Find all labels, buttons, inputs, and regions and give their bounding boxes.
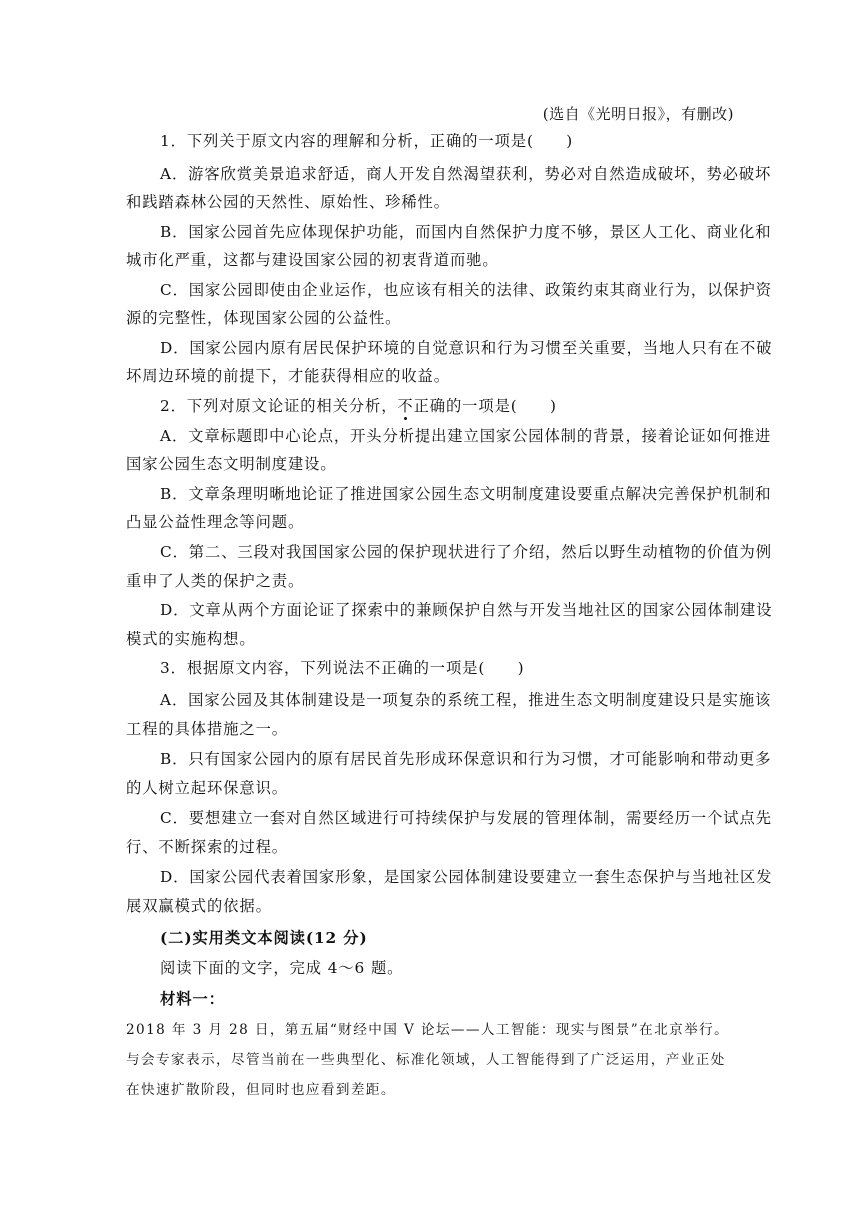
q1-option-d-line2: 坏周边环境的前提下，才能获得相应的收益。	[126, 367, 450, 385]
material-line-2: 与会专家表示，尽管当前在一些典型化、标准化领域，人工智能得到了广泛运用，产业正处	[126, 1052, 726, 1068]
q3-option-a-line1: A．国家公园及其体制建设是一项复杂的系统工程，推进生态文明制度建设只是实施该	[160, 691, 772, 709]
source-citation: (选自《光明日报》，有删改)	[542, 105, 734, 123]
q2-stem-emphasis: 不	[397, 397, 414, 415]
question-2-stem	[160, 396, 734, 416]
q2-stem-pre: 2．下列对原文论证的相关分析，	[160, 397, 398, 415]
q1-option-a-line1: A．游客欣赏美景追求舒适，商人开发自然渴望获利，势必对自然造成破坏，势必破坏	[160, 165, 772, 183]
q3-option-b-line2: 的人树立起环保意识。	[126, 779, 288, 797]
q1-option-c-line2: 源的完整性，体现国家公园的公益性。	[126, 309, 402, 327]
q1-option-d-line1: D．国家公园内原有居民保护环境的自觉意识和行为习惯至关重要，当地人只有在不破	[160, 339, 773, 357]
q2-option-b-line2: 凸显公益性理念等问题。	[126, 513, 305, 531]
material-line-1: 2018 年 3 月 28 日，第五届“财经中国 V 论坛——人工智能：现实与图景”在北京举行。	[126, 1022, 730, 1038]
q2-option-d-line2: 模式的实施构想。	[126, 630, 256, 648]
q2-option-a-line1: A．文章标题即中心论点，开头分析提出建立国家公园体制的背景，接着论证如何推进	[160, 427, 772, 445]
q1-option-c-line1: C．国家公园即使由企业运作，也应该有相关的法律、政策约束其商业行为，以保护资	[160, 281, 772, 299]
q3-option-b-line1: B．只有国家公园内的原有居民首先形成环保意识和行为习惯，才可能影响和带动更多	[160, 750, 772, 768]
q3-option-d-line1: D．国家公园代表着国家形象，是国家公园体制建设要建立一套生态保护与当地社区发	[160, 868, 773, 886]
q2-option-a-line2: 国家公园生态文明制度建设。	[126, 455, 337, 473]
section-heading: (二)实用类文本阅读(12 分)	[160, 929, 368, 947]
material-label: 材料一：	[160, 990, 225, 1008]
q3-option-a-line2: 工程的具体措施之一。	[126, 720, 288, 738]
q2-stem-post: 正确的一项是( )	[413, 397, 557, 415]
question-1-stem: 1．下列关于原文内容的理解和分析，正确的一项是( )	[160, 132, 574, 150]
q2-option-c-line1: C．第二、三段对我国国家公园的保护现状进行了介绍，然后以野生动植物的价值为例	[160, 543, 772, 561]
question-3-stem: 3．根据原文内容，下列说法不正确的一项是( )	[160, 659, 525, 677]
q2-option-c-line2: 重申了人类的保护之责。	[126, 572, 305, 590]
q3-option-c-line1: C．要想建立一套对自然区域进行可持续保护与发展的管理体制，需要经历一个试点先	[160, 809, 772, 827]
q1-option-a-line2: 和践踏森林公园的天然性、原始性、珍稀性。	[126, 193, 450, 211]
q3-option-d-line2: 展双赢模式的依据。	[126, 897, 272, 915]
reading-instruction: 阅读下面的文字，完成 4～6 题。	[160, 959, 404, 977]
q2-option-b-line1: B．文章条理明晰地论证了推进国家公园生态文明制度建设要重点解决完善保护机制和	[160, 485, 772, 503]
q3-option-c-line2: 行、不断探索的过程。	[126, 838, 288, 856]
q1-option-b-line1: B．国家公园首先应体现保护功能，而国内自然保护力度不够，景区人工化、商业化和	[160, 223, 772, 241]
material-line-3: 在快速扩散阶段，但同时也应看到差距。	[126, 1082, 396, 1098]
q1-option-b-line2: 城市化严重，这都与建设国家公园的初衷背道而驰。	[126, 251, 499, 269]
q2-option-d-line1: D．文章从两个方面论证了探索中的兼顾保护自然与开发当地社区的国家公园体制建设	[160, 601, 773, 619]
